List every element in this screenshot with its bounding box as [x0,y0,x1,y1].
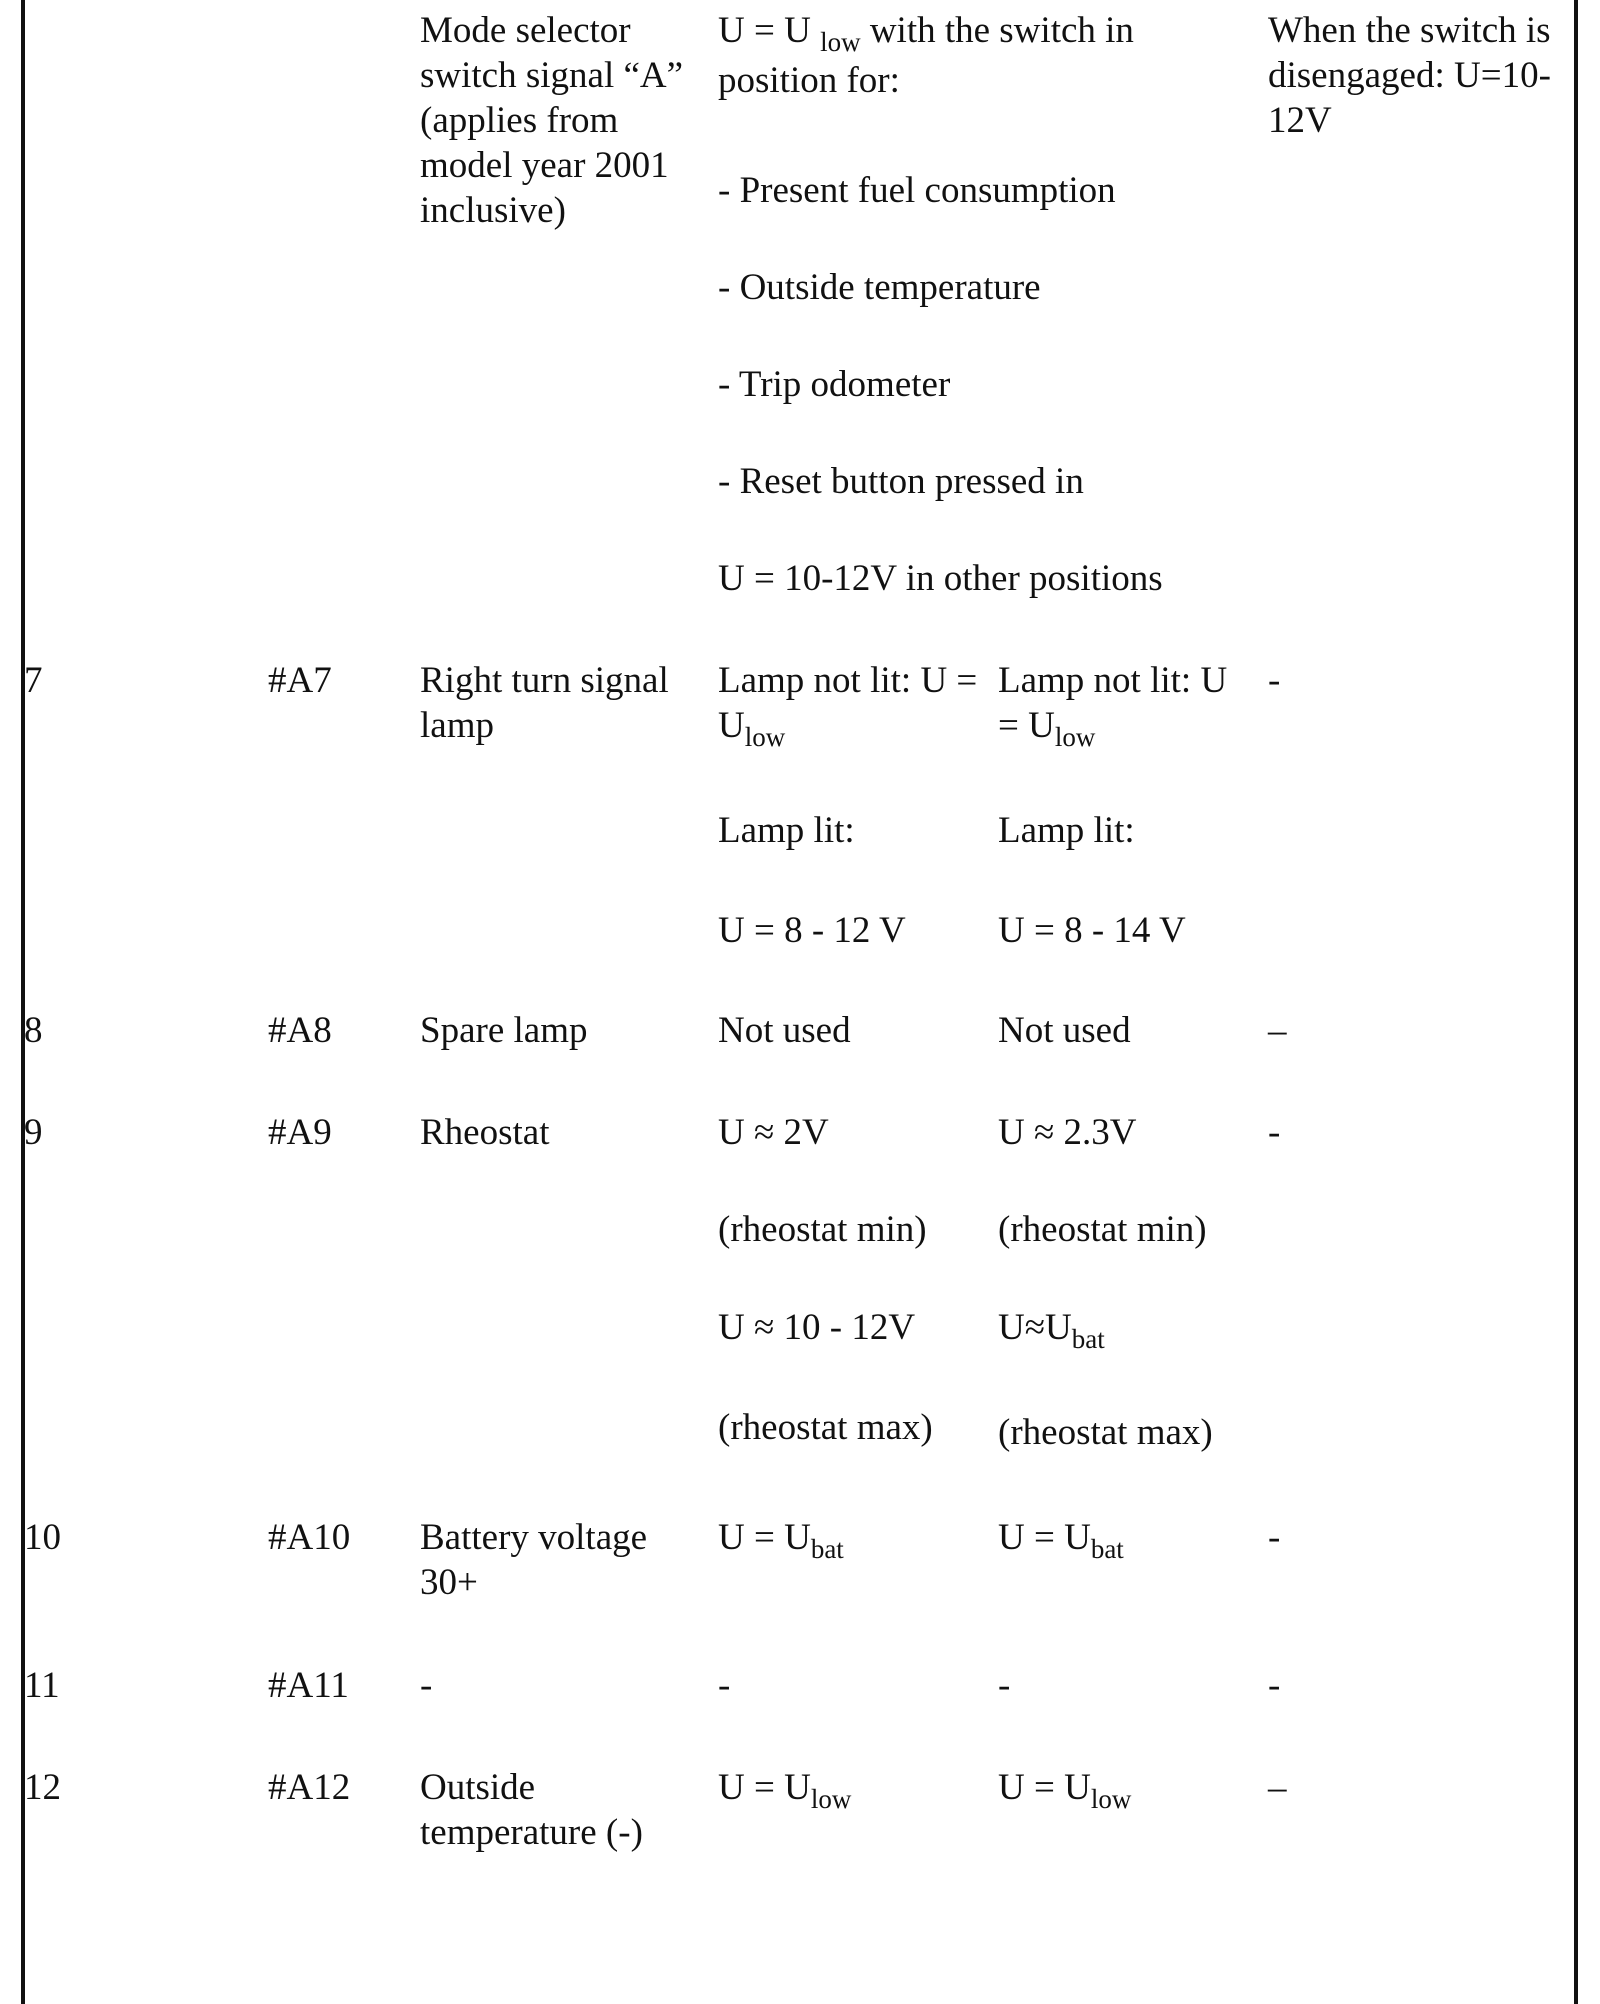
remark: - [1268,1112,1281,1153]
value-text: - [998,1665,1011,1706]
value-text: Not used [998,1010,1131,1051]
value-text: U ≈ 10 - 12V [718,1307,916,1348]
value-text: U [718,705,745,746]
measured-value-b [998,1207,1207,1252]
measured-value-a [718,703,786,752]
value-text: Lamp not lit: U [998,660,1228,701]
remark: – [1268,1767,1287,1808]
subscript-text: low [810,1784,852,1814]
signal-name: Outside temperature (-) [420,1767,643,1853]
measured-value-b [998,1765,1132,1814]
value-text: = U [998,705,1055,746]
measured-value-b [998,908,1186,953]
measured-value-a [718,908,906,953]
value-text: - Present fuel consumption [718,170,1116,211]
value-text: U = U [998,1767,1091,1808]
pin-number: 9 [24,1112,43,1153]
value-text: position for: [718,60,900,101]
value-text: - Trip odometer [718,364,951,405]
value-text: (rheostat max) [718,1407,933,1448]
signal-name: Rheostat [420,1112,550,1153]
value-text: - [718,1665,731,1706]
measured-value-b [998,1410,1213,1455]
measured-value-a [718,1110,829,1155]
measured-value-a [718,1405,933,1450]
value-text: - Outside temperature [718,267,1041,308]
measured-value-b [998,1305,1105,1354]
pin-number: 10 [24,1517,61,1558]
subscript-text: bat [1071,1324,1105,1354]
pin-code: #A12 [268,1767,351,1808]
measured-value-a [718,1765,852,1814]
measured-value-b [998,1663,1010,1708]
measured-value-a [718,58,900,103]
measured-value-b [998,1110,1137,1155]
pin-number: 11 [24,1665,60,1706]
value-text: U = 8 - 12 V [718,910,906,951]
value-text: U = U [718,1517,811,1558]
pin-code: #A11 [268,1665,349,1706]
signal-name: - [420,1665,433,1706]
value-text: U≈U [998,1307,1072,1348]
measured-value-a [718,808,855,853]
remark: - [1268,660,1281,701]
measured-value-a [718,1663,730,1708]
remark: When the switch is disengaged: U=10-12V [1268,10,1551,141]
pin-code: #A10 [268,1517,351,1558]
remark: – [1268,1010,1287,1051]
measured-value-a [718,658,977,703]
value-text: Lamp lit: [718,810,855,851]
measured-value-a [718,556,1163,601]
subscript-text: low [744,722,786,752]
subscript-text: low [1054,722,1096,752]
measured-value-b [998,1008,1131,1053]
pin-number: 12 [24,1767,61,1808]
pin-number: 7 [24,660,43,701]
measured-value-b [998,1515,1124,1564]
value-text: Lamp not lit: U = [718,660,978,701]
measured-value-a [718,1207,927,1252]
subscript-text: bat [810,1534,844,1564]
pin-number: 8 [24,1010,43,1051]
remark: - [1268,1517,1281,1558]
value-text: (rheostat min) [718,1209,927,1250]
value-text: U ≈ 2V [718,1112,829,1153]
measured-value-b [998,808,1135,853]
value-text: - Reset button pressed in [718,461,1084,502]
value-text: U = U [718,10,821,51]
value-text: U = U [718,1767,811,1808]
signal-name: Mode selector switch signal “A” (applies from model year 2001 inclusive) [420,10,684,231]
measured-value-b [998,658,1227,703]
pin-code: #A7 [268,660,332,701]
value-text: (rheostat max) [998,1412,1213,1453]
value-text: Lamp lit: [998,810,1135,851]
value-text: U = 10-12V in other positions [718,558,1163,599]
signal-name: Battery voltage 30+ [420,1517,648,1603]
measured-value-a [718,168,1116,213]
pin-code: #A8 [268,1010,332,1051]
subscript-text: low [1090,1784,1132,1814]
measured-value-a [718,1008,851,1053]
value-text: U ≈ 2.3V [998,1112,1137,1153]
remark: - [1268,1665,1281,1706]
value-text-tail: with the switch in [860,10,1134,51]
measured-value-a [718,265,1041,310]
value-text: Not used [718,1010,851,1051]
signal-name: Right turn signal lamp [420,660,669,746]
measured-value-a [718,362,950,407]
measured-value-a [718,1305,915,1350]
subscript-text: bat [1090,1534,1124,1564]
value-text: (rheostat min) [998,1209,1207,1250]
measured-value-a [718,1515,844,1564]
measured-value-a [718,459,1084,504]
measured-value-b [998,703,1096,752]
pin-code: #A9 [268,1112,332,1153]
subscript-text: low [820,27,861,57]
value-text: U = U [998,1517,1091,1558]
value-text: U = 8 - 14 V [998,910,1186,951]
signal-name: Spare lamp [420,1010,588,1051]
measured-value-a [718,8,1134,57]
table-right-border [1574,0,1578,2004]
